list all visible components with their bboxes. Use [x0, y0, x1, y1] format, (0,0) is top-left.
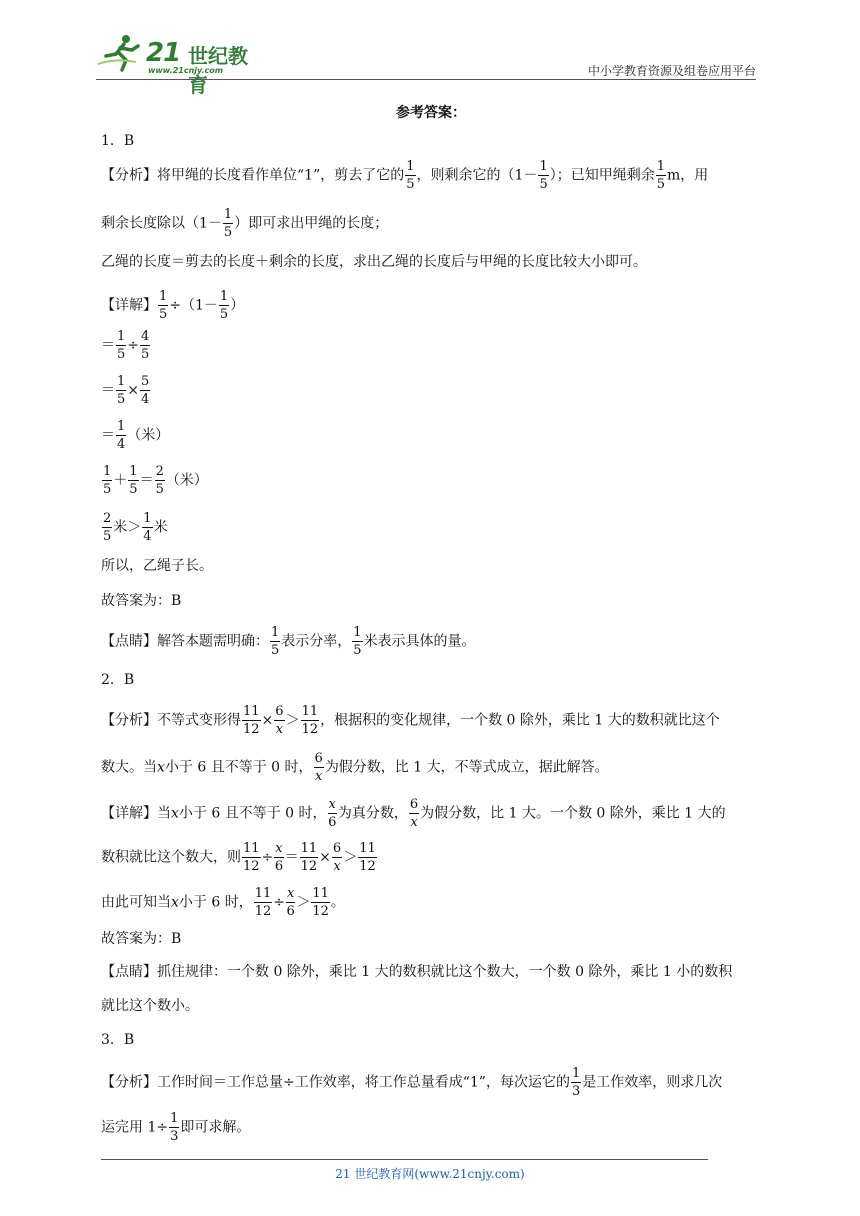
text: ＞: [285, 712, 300, 729]
fraction: $\frac{11}{12}$: [359, 841, 376, 874]
footer-link[interactable]: 21 世纪教育网(www.21cnjy.com): [335, 1167, 525, 1181]
text: ÷: [273, 894, 285, 911]
text: 数大。当: [101, 759, 157, 776]
q2-detail-line1: [101, 798, 726, 829]
q1-final-answer: 故答案为：B: [101, 593, 182, 609]
q1-point: [101, 626, 476, 657]
fraction: $\frac{1}{5}$: [219, 289, 229, 322]
fraction: $\frac{1}{5}$: [406, 159, 415, 192]
runner-logo-icon: [96, 32, 146, 72]
text: ＋: [113, 472, 128, 489]
text: 米表示具体的量。: [363, 633, 476, 650]
text: 将甲绳的长度看作单位“1”，剪去了它的: [157, 167, 405, 184]
fraction: $\frac{6}{x}$: [409, 797, 419, 830]
text: 为真分数，: [337, 805, 408, 822]
text: ＝: [139, 472, 154, 489]
fraction: $\frac{1}{3}$: [170, 1111, 179, 1144]
fraction: $\frac{1}{5}$: [159, 289, 168, 322]
text: 表示分率，: [281, 633, 352, 650]
q1-analysis-line2: [101, 208, 388, 239]
text: 即可求解。: [180, 1119, 251, 1136]
text: 小于 6 且不等于 0 时，: [164, 759, 313, 776]
logo-number: 21: [146, 38, 181, 68]
q2-final-answer: 故答案为：B: [101, 931, 182, 947]
text: 剩余长度除以（1－: [101, 215, 222, 232]
fraction: $\frac{11}{12}$: [243, 704, 260, 737]
fraction: $\frac{6}{x}$: [332, 841, 342, 874]
text: 米: [113, 519, 128, 536]
fraction: $\frac{1}{5}$: [103, 464, 112, 497]
text: 小于 6 时，: [178, 894, 253, 911]
fraction: $\frac{x}{6}$: [286, 886, 295, 919]
fraction: $\frac{11}{12}$: [243, 841, 260, 874]
q3-analysis-line2: [101, 1112, 250, 1143]
q1-analysis-line3: 乙绳的长度＝剪去的长度＋剩余的长度，求出乙绳的长度后与甲绳的长度比较大小即可。: [101, 254, 647, 270]
text: 运完用 1÷: [101, 1119, 169, 1136]
text: ，则剩余它的（1－: [416, 167, 538, 184]
fraction: $\frac{1}{5}$: [539, 159, 548, 192]
detail-tag: 【详解】: [101, 805, 157, 822]
fraction: $\frac{1}{5}$: [353, 625, 362, 658]
fraction: $\frac{2}{5}$: [103, 511, 112, 544]
fraction: $\frac{6}{x}$: [275, 704, 284, 737]
logo-text: 世纪教育: [188, 44, 248, 97]
q2-analysis-line2: [101, 752, 609, 783]
text: ）: [230, 297, 245, 314]
fraction: $\frac{5}{4}$: [141, 374, 150, 407]
text: ）；已知甲绳剩余: [549, 167, 655, 184]
text: ÷: [261, 849, 274, 866]
header-divider: [96, 79, 756, 80]
text: ＝: [284, 849, 299, 866]
text: 小于 6 且不等于 0 时，: [178, 805, 327, 822]
text: （米）: [127, 427, 170, 444]
analysis-tag: 【分析】: [101, 167, 157, 184]
q1-answer: 1．B: [101, 133, 135, 149]
text: 由此可知当: [101, 894, 171, 911]
analysis-tag: 【分析】: [101, 712, 157, 729]
fraction: $\frac{11}{12}$: [312, 886, 329, 919]
fraction: $\frac{x}{6}$: [274, 841, 284, 874]
q2-detail-line3: [101, 887, 345, 918]
q1-detail-line3: [101, 375, 151, 406]
fraction: $\frac{11}{12}$: [300, 841, 318, 874]
platform-name: 中小学教育资源及组卷应用平台: [587, 64, 756, 78]
fraction: $\frac{1}{5}$: [117, 374, 126, 407]
text: ）即可求出甲绳的长度；: [234, 215, 389, 232]
detail-tag: 【详解】: [101, 297, 157, 314]
text: ＝: [101, 427, 115, 444]
text: 为假分数，比 1 大，不等式成立，据此解答。: [324, 759, 609, 776]
q3-answer: 3．B: [101, 1032, 135, 1048]
text: ，根据积的变化规律，一个数 0 除外，乘比 1 大的数积就比这个: [320, 712, 720, 729]
text: 。: [330, 894, 345, 911]
variable: x: [171, 894, 179, 911]
q1-conclusion: 所以，乙绳子长。: [101, 558, 213, 574]
q2-point-line2: 就比这个数小。: [101, 998, 199, 1014]
q1-detail-line4: [101, 420, 169, 451]
text: 数积就比这个数大，则: [101, 849, 241, 866]
fraction: $\frac{1}{5}$: [223, 207, 233, 240]
text: ＝: [101, 337, 115, 354]
q2-answer: 2．B: [101, 672, 135, 688]
text: 当: [157, 805, 171, 822]
analysis-tag: 【分析】: [101, 1074, 157, 1091]
fraction: $\frac{1}{3}$: [571, 1066, 581, 1099]
q2-detail-line2: [101, 842, 378, 873]
q1-analysis-line1: [101, 160, 708, 191]
footer-divider: [101, 1159, 708, 1160]
variable: x: [157, 759, 165, 776]
q1-detail-line1: [101, 290, 244, 321]
q3-analysis-line1: [101, 1067, 722, 1098]
text: ＞: [127, 519, 142, 536]
text: ×: [127, 382, 140, 399]
fraction: $\frac{6}{x}$: [314, 751, 323, 784]
text: 不等式变形得: [157, 712, 241, 729]
logo-url: www.21cnjy.com: [148, 66, 224, 75]
fraction: $\frac{1}{4}$: [117, 419, 126, 452]
text: ＞: [343, 849, 358, 866]
fraction: $\frac{1}{5}$: [117, 329, 126, 362]
text: ＝: [101, 382, 115, 399]
text: ÷（1－: [169, 297, 218, 314]
text: （米）: [165, 472, 208, 489]
site-logo: [96, 30, 266, 97]
text: ÷: [127, 337, 140, 354]
text: ×: [261, 712, 274, 729]
text: m，用: [667, 167, 709, 184]
fraction: $\frac{11}{12}$: [254, 886, 272, 919]
text: ×: [319, 849, 331, 866]
fraction: $\frac{1}{5}$: [656, 159, 665, 192]
fraction: $\frac{1}{4}$: [143, 511, 152, 544]
q2-analysis-line1: [101, 705, 720, 736]
text: ＞: [296, 894, 311, 911]
fraction: $\frac{x}{6}$: [328, 797, 337, 830]
q1-detail-line5: [101, 465, 208, 496]
text: 是工作效率，则求几次: [582, 1074, 723, 1091]
point-tag: 【点睛】: [101, 633, 157, 650]
point-tag: 【点睛】: [101, 964, 157, 980]
text: 为假分数，比 1 大。一个数 0 除外，乘比 1 大的: [420, 805, 726, 822]
fraction: $\frac{1}{5}$: [129, 464, 138, 497]
text: 工作时间＝工作总量÷工作效率，将工作总量看成“1”，每次运它的: [157, 1074, 570, 1091]
q2-point-line1: [101, 962, 732, 982]
variable: x: [171, 805, 179, 822]
fraction: $\frac{11}{12}$: [301, 704, 319, 737]
page-header: [96, 30, 756, 97]
page-title: 参考答案：: [396, 105, 466, 121]
fraction: $\frac{1}{5}$: [271, 625, 280, 658]
fraction: $\frac{4}{5}$: [141, 329, 150, 362]
q1-detail-line2: [101, 330, 151, 361]
text: 米: [153, 519, 168, 536]
q1-detail-line6: [101, 512, 168, 543]
fraction: $\frac{2}{5}$: [155, 464, 164, 497]
text: 解答本题需明确：: [157, 633, 269, 650]
text: 抓住规律：一个数 0 除外，乘比 1 大的数积就比这个数大，一个数 0 除外，乘比 1 小的数积: [157, 964, 733, 980]
